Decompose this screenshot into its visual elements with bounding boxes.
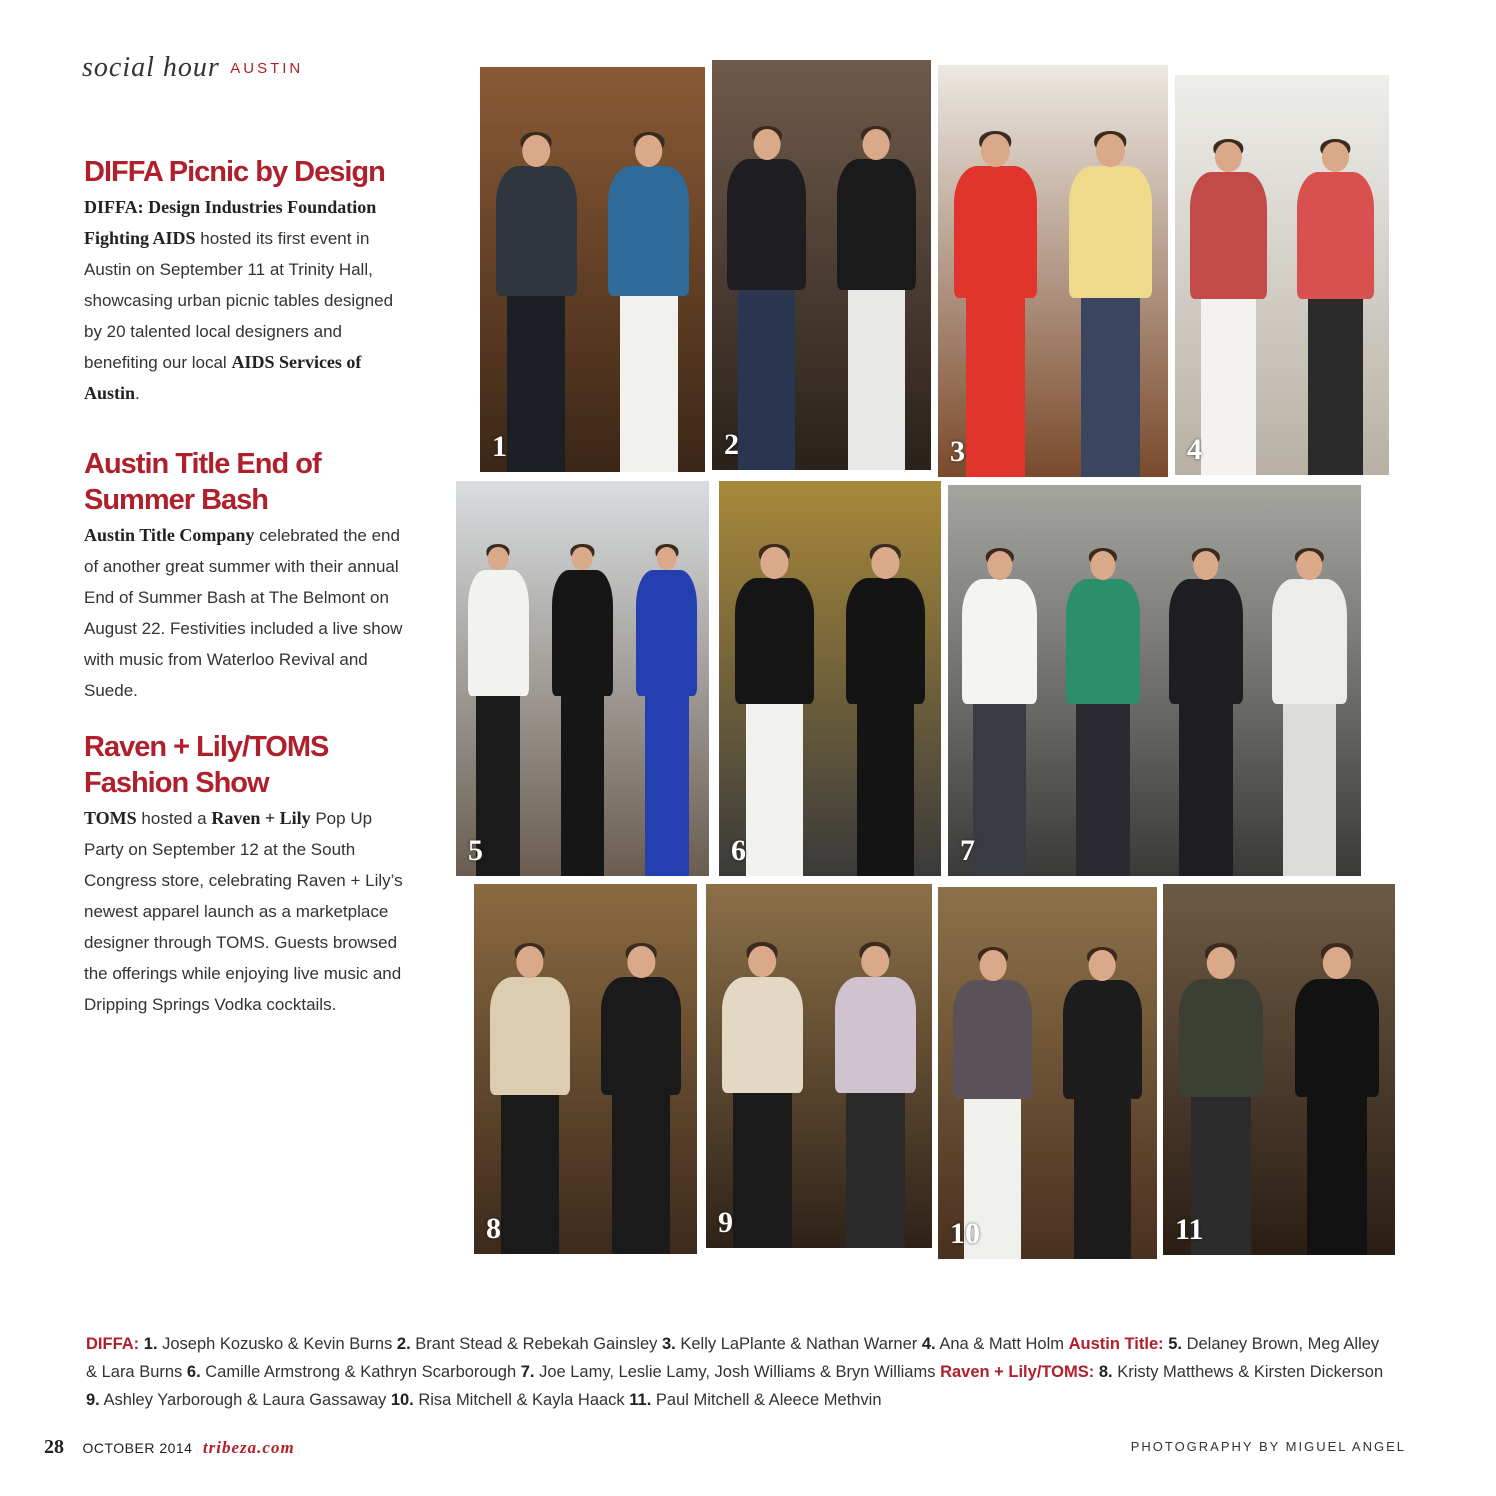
photo-number: 5: [468, 834, 483, 867]
person-figure: [468, 544, 529, 876]
person-figure: [1272, 548, 1346, 876]
caption-event-label: Austin Title:: [1068, 1335, 1164, 1353]
story-title: Austin Title End of Summer Bash: [84, 448, 321, 516]
event-photo-10: [938, 887, 1157, 1259]
photo-number: 9: [718, 1206, 733, 1239]
person-figure: [1179, 943, 1263, 1255]
caption-event-label: Raven + Lily/TOMS:: [940, 1363, 1095, 1381]
page-number: 28: [44, 1436, 64, 1458]
story-austin-title: [84, 446, 409, 706]
story-title: Raven + Lily/TOMS Fashion Show: [84, 731, 329, 799]
page-footer: [44, 1436, 1406, 1460]
person-figure: [835, 942, 916, 1248]
caption-photo-number: 2.: [396, 1335, 411, 1353]
person-figure: [846, 544, 926, 876]
photo-credit: PHOTOGRAPHY BY MIGUEL ANGEL: [1130, 1439, 1406, 1454]
caption-photo-number: 9.: [86, 1391, 100, 1409]
caption-photo-number: 4.: [921, 1335, 936, 1353]
caption-photo-number: 10.: [390, 1391, 414, 1409]
section-header: [82, 52, 303, 84]
bold-name: AIDS Services of Austin: [84, 352, 362, 403]
section-city: AUSTIN: [230, 60, 304, 77]
photo-number: 6: [731, 834, 746, 867]
person-figure: [1069, 131, 1152, 477]
caption-photo-number: 8.: [1098, 1363, 1113, 1381]
person-figure: [1169, 548, 1243, 876]
story-title: DIFFA Picnic by Design: [84, 156, 385, 188]
site-name: tribeza.com: [202, 1438, 295, 1457]
bold-name: Austin Title Company: [84, 525, 255, 545]
caption-photo-number: 5.: [1168, 1335, 1182, 1353]
person-figure: [954, 131, 1037, 477]
event-photo-3: [938, 65, 1168, 477]
caption-photo-number: 11.: [629, 1391, 652, 1409]
story-body: DIFFA: Design Industries Foundation Fighting AIDS hosted its first event in Austin on September 11 at Trinity Hall, showcasing urban picnic tables designed by 20 talented local designers and benefiting our local AIDS Services of Austin.: [84, 197, 394, 403]
caption-photo-number: 3.: [662, 1335, 676, 1353]
story-raven-lily-toms: [84, 729, 409, 1020]
event-photo-2: [712, 60, 931, 470]
photo-number: 11: [1175, 1213, 1204, 1246]
caption-photo-number: 6.: [186, 1363, 201, 1381]
story-body: TOMS hosted a Raven + Lily Pop Up Party on September 12 at the South Congress store, celebrating Raven + Lily’s newest apparel launch as a marketplace designer through TOMS. Guests browsed the offerings while enjoying live music and Dripping Springs Vodka cocktails.: [84, 808, 403, 1014]
event-photo-6: [719, 481, 941, 876]
story-body: Austin Title Company celebrated the end of another great summer with their annual End of Summer Bash at The Belmont on August 22. Festivities included a live show with music from Waterloo Revival and Suede.: [84, 525, 403, 700]
person-figure: [1295, 943, 1379, 1255]
photo-number: 10: [950, 1217, 980, 1250]
event-photo-11: [1163, 884, 1395, 1255]
person-figure: [962, 548, 1036, 876]
person-figure: [727, 126, 806, 470]
person-figure: [601, 943, 681, 1254]
photo-captions: DIFFA: 1. Joseph Kozusko & Kevin Burns 2. Brant Stead & Rebekah Gainsley 3. Kelly LaPlante & Nathan Warner 4. Ana & Matt Holm Austin Title: 5. Delaney Brown, Meg Alley & Lara Burns 6. Camille Armstrong & Kathryn Scarborough 7. Joe Lamy, Leslie Lamy, Josh Williams & Bryn Williams Raven + Lily/TOMS: 8. Kristy Matthews & Kirsten Dickerson 9. Ashley Yarborough & Laura Gassaway 10. Risa Mitchell & Kayla Haack 11. Paul Mitchell & Aleece Methvin: [86, 1335, 1384, 1409]
bold-name: TOMS: [84, 808, 137, 828]
photo-number: 1: [492, 430, 507, 463]
person-figure: [722, 942, 803, 1248]
caption-event-label: DIFFA:: [86, 1335, 140, 1353]
photo-number: 2: [724, 428, 739, 461]
event-photo-1: [480, 67, 705, 472]
photo-number: 7: [960, 834, 975, 867]
bold-name: DIFFA: Design Industries Foundation Fighting AIDS: [84, 197, 377, 248]
photo-number: 8: [486, 1212, 501, 1245]
story-diffa: [84, 154, 409, 409]
event-photo-5: [456, 481, 709, 876]
person-figure: [496, 132, 577, 472]
issue-date: OCTOBER 2014: [82, 1440, 193, 1456]
person-figure: [953, 947, 1032, 1259]
person-figure: [1063, 947, 1142, 1259]
event-photo-4: [1175, 75, 1389, 475]
person-figure: [490, 943, 570, 1254]
event-photo-9: [706, 884, 932, 1248]
caption-photo-number: 7.: [520, 1363, 535, 1381]
person-figure: [1190, 139, 1267, 475]
person-figure: [552, 544, 613, 876]
person-figure: [636, 544, 697, 876]
section-title: social hour: [82, 52, 220, 83]
photo-number: 3: [950, 435, 965, 468]
person-figure: [1297, 139, 1374, 475]
caption-photo-number: 1.: [143, 1335, 158, 1353]
event-photo-8: [474, 884, 697, 1254]
bold-name: Raven + Lily: [211, 808, 311, 828]
event-photo-7: [948, 485, 1361, 876]
person-figure: [837, 126, 916, 470]
person-figure: [735, 544, 815, 876]
person-figure: [608, 132, 689, 472]
photo-number: 4: [1187, 433, 1202, 466]
person-figure: [1066, 548, 1140, 876]
